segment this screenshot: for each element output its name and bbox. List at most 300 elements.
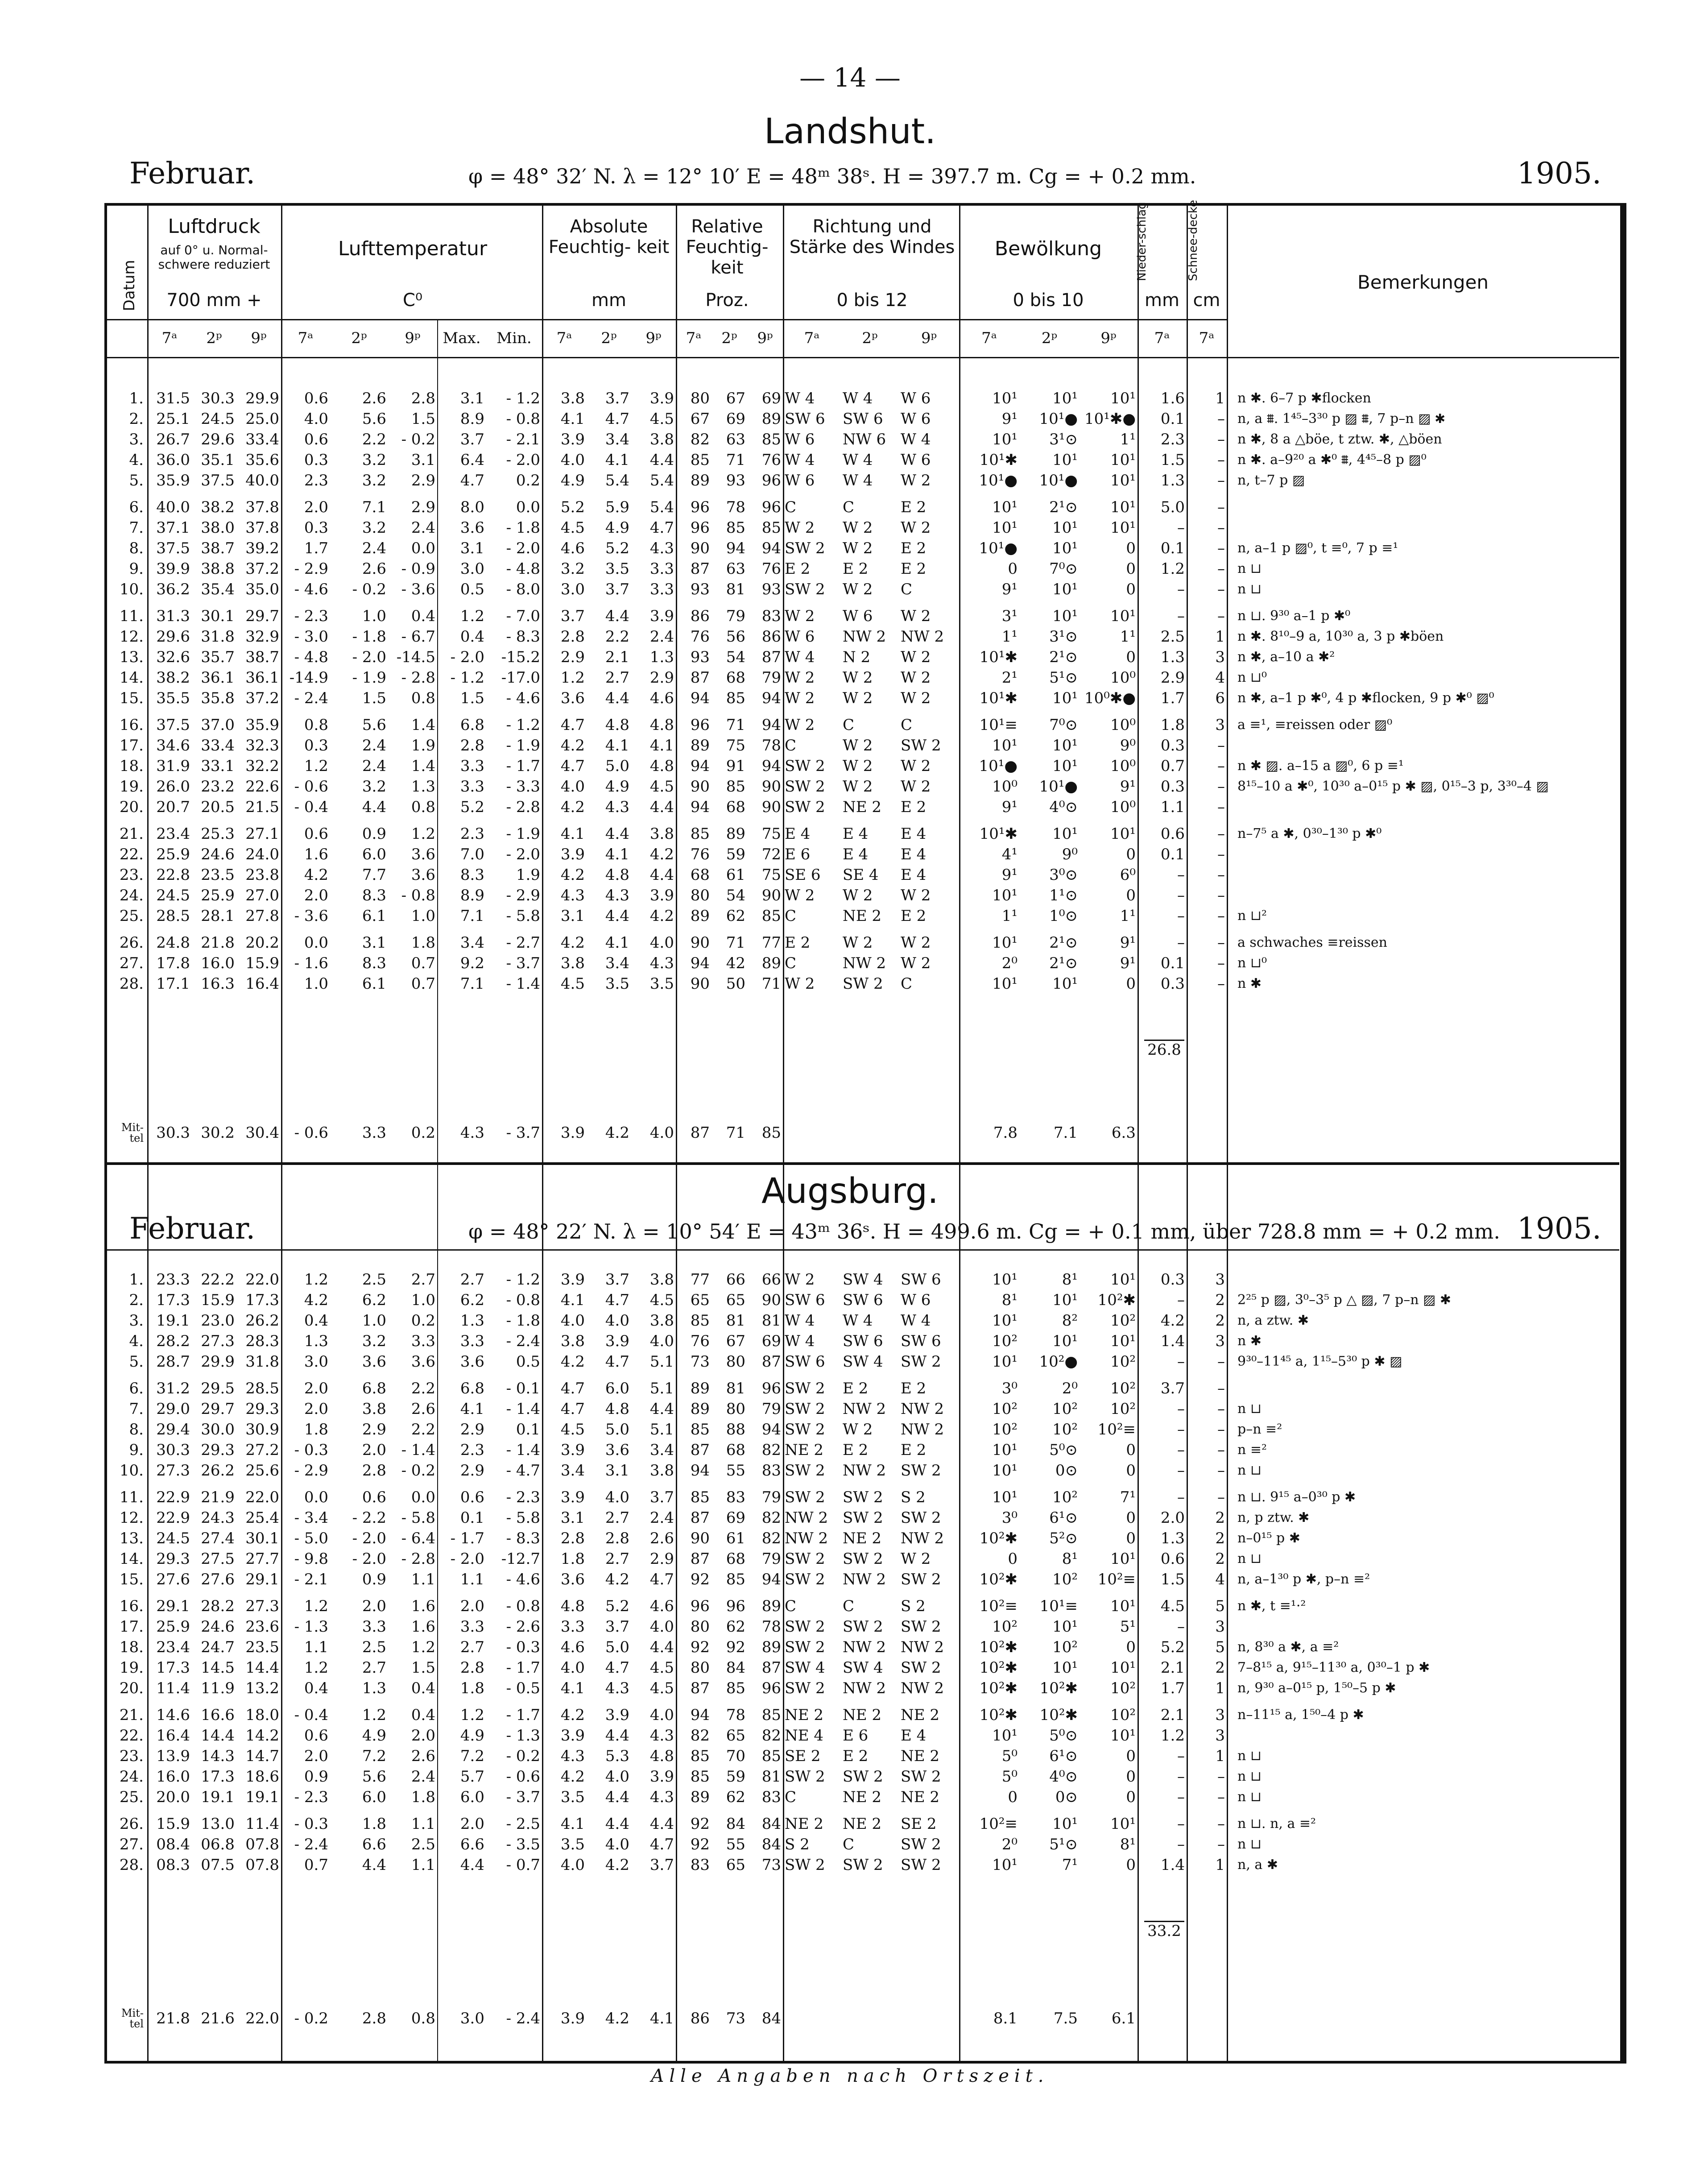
table-cell: NW 2 xyxy=(843,1400,886,1418)
table-cell: 4.8 xyxy=(649,716,674,734)
table-cell: 10¹≡ xyxy=(1039,1597,1078,1615)
table-cell: 80 xyxy=(690,887,710,904)
table-cell: 84 xyxy=(761,1836,781,1853)
mittel-cell xyxy=(1227,2008,1619,2029)
table-cell: 37.2 xyxy=(245,560,279,578)
table-cell: W 2 xyxy=(785,607,815,625)
table-cell: 4.1 xyxy=(605,934,629,952)
table-cell: C xyxy=(843,1836,855,1853)
table-cell: 26. xyxy=(119,1815,144,1833)
table-cell: 88 xyxy=(726,1421,745,1438)
table-cell: C xyxy=(785,498,797,516)
table-cell: 4.2 xyxy=(560,798,585,816)
table-cell: 0.6 xyxy=(1160,1550,1185,1568)
mittel-cell: 85 xyxy=(761,1124,781,1142)
table-cell: 1¹ xyxy=(1001,628,1018,646)
table-cell: - 0.8 xyxy=(506,1597,540,1615)
table-cell: 10¹● xyxy=(979,757,1018,775)
table-cell: 4.0 xyxy=(304,410,328,428)
table-cell: E 2 xyxy=(843,1441,869,1459)
table-cell: 15. xyxy=(119,689,144,707)
table-cell: 4.3 xyxy=(649,954,674,972)
table-cell: 10¹ xyxy=(992,1488,1018,1506)
table-cell: 2.0 xyxy=(304,887,328,904)
table-cell: 1.2 xyxy=(362,1706,386,1724)
table-cell: 6.4 xyxy=(460,451,484,469)
table-cell: 2.6 xyxy=(362,390,386,407)
table-cell: 94 xyxy=(761,716,781,734)
table-cell: 0⊙ xyxy=(1055,1462,1078,1479)
table-cell: 1 xyxy=(1215,628,1225,646)
table-cell: W 2 xyxy=(901,934,931,952)
table-cell: 4.2 xyxy=(605,1571,629,1588)
table-cell: 2.2 xyxy=(605,628,629,646)
table-cell: 81 xyxy=(726,580,745,598)
table-cell: 6¹⊙ xyxy=(1049,1509,1078,1527)
row-spacer xyxy=(107,709,1619,715)
table-cell: 4.1 xyxy=(649,737,674,754)
augsburg-sum: 33.2 xyxy=(1144,1921,1184,1940)
mittel-cell: 6.1 xyxy=(1111,2010,1136,2027)
table-cell xyxy=(1227,735,1619,756)
table-cell: 4.7 xyxy=(649,519,674,537)
table-cell: 29.7 xyxy=(201,1400,235,1418)
table-cell: n ✱ ▨. a–15 a ▨⁰, 6 p ≡¹ xyxy=(1237,758,1404,774)
row-spacer xyxy=(107,491,1619,497)
table-cell: - 2.0 xyxy=(506,451,540,469)
header-wind: Richtung und Stärke des Windes xyxy=(789,216,955,257)
table-cell: n ⊔. 9¹⁵ a–0³⁰ p ✱ xyxy=(1237,1489,1356,1505)
table-cell: 7⁰⊙ xyxy=(1049,560,1078,578)
table-cell: 79 xyxy=(761,669,781,687)
table-cell: 1.0 xyxy=(411,1291,435,1309)
rule-augsburg-top xyxy=(107,1249,1619,1251)
table-cell: W 6 xyxy=(901,451,931,469)
table-cell: 4.4 xyxy=(649,1400,674,1418)
table-cell: SW 2 xyxy=(785,778,825,796)
table-cell: – xyxy=(1177,607,1185,625)
table-cell: 1 xyxy=(1215,1747,1225,1765)
table-row xyxy=(107,756,1619,776)
table-cell: 96 xyxy=(726,1597,745,1615)
table-cell: NW 2 xyxy=(901,1400,944,1418)
table-cell: 38.2 xyxy=(201,498,235,516)
table-cell: - 0.2 xyxy=(506,1747,540,1765)
table-cell: W 4 xyxy=(785,451,815,469)
table-cell: 3.1 xyxy=(411,451,435,469)
table-cell: 3⁰⊙ xyxy=(1049,866,1078,884)
table-cell: 81 xyxy=(726,1312,745,1330)
table-cell: SW 2 xyxy=(785,1400,825,1418)
table-cell: 2¹⊙ xyxy=(1049,648,1078,666)
table-cell: SW 2 xyxy=(785,1856,825,1874)
table-cell: -14.5 xyxy=(396,648,435,666)
table-cell: 27.3 xyxy=(156,1462,190,1479)
table-cell: 76 xyxy=(690,845,710,863)
table-cell: – xyxy=(1177,519,1185,537)
table-row xyxy=(107,688,1619,709)
table-cell: – xyxy=(1217,737,1225,754)
table-cell: - 5.8 xyxy=(506,1509,540,1527)
month-label: Februar. xyxy=(129,156,256,191)
table-cell: 14.2 xyxy=(245,1727,279,1745)
table-cell: 0.7 xyxy=(411,954,435,972)
table-cell: 3.8 xyxy=(362,1400,386,1418)
table-cell: 71 xyxy=(726,451,745,469)
table-cell: 17. xyxy=(119,737,144,754)
table-cell: 16.6 xyxy=(201,1706,235,1724)
table-row xyxy=(107,1269,1619,1290)
table-cell: 22.2 xyxy=(201,1271,235,1289)
table-cell: 32.3 xyxy=(245,737,279,754)
table-cell: 2.5 xyxy=(1160,628,1185,646)
table-cell: 27.1 xyxy=(245,825,279,843)
table-cell: 69 xyxy=(761,390,781,407)
table-row xyxy=(107,1855,1619,1875)
table-cell: W 2 xyxy=(843,757,873,775)
table-cell: 29.3 xyxy=(245,1400,279,1418)
table-cell: – xyxy=(1217,1421,1225,1438)
table-cell: 6.1 xyxy=(362,907,386,925)
table-cell: 0.1 xyxy=(1160,410,1185,428)
table-cell: NW 2 xyxy=(901,628,944,646)
table-cell: – xyxy=(1177,1353,1185,1371)
table-cell: 27.2 xyxy=(245,1441,279,1459)
table-cell: 2.0 xyxy=(304,1380,328,1397)
table-cell: 13.9 xyxy=(156,1747,190,1765)
table-row xyxy=(107,715,1619,735)
table-cell: 84 xyxy=(726,1659,745,1677)
table-cell: 4.1 xyxy=(460,1400,484,1418)
table-cell: 30.3 xyxy=(156,1441,190,1459)
table-row xyxy=(107,1834,1619,1855)
table-cell: 10¹ xyxy=(992,737,1018,754)
table-cell: 2 xyxy=(1215,1291,1225,1309)
table-cell: -14.9 xyxy=(289,669,328,687)
table-cell: 4.0 xyxy=(605,1836,629,1853)
table-cell: 3.9 xyxy=(560,1488,585,1506)
table-cell: n, a–1³⁰ p ✱, p–n ≡² xyxy=(1237,1571,1370,1587)
table-cell: 10¹✱ xyxy=(979,648,1018,666)
table-cell: 3.7 xyxy=(1160,1380,1185,1397)
table-cell: 2. xyxy=(129,1291,144,1309)
table-cell: 29.3 xyxy=(201,1441,235,1459)
table-cell: – xyxy=(1217,1488,1225,1506)
table-cell: 85 xyxy=(761,1706,781,1724)
table-cell: -17.0 xyxy=(501,669,540,687)
table-cell: SW 2 xyxy=(901,1836,941,1853)
table-cell: 35.7 xyxy=(201,648,235,666)
table-cell: 75 xyxy=(761,825,781,843)
table-cell: 4.2 xyxy=(304,866,328,884)
table-cell: 22.8 xyxy=(156,866,190,884)
table-cell: 6.0 xyxy=(362,845,386,863)
table-cell: 1.9 xyxy=(516,866,540,884)
table-cell: 25.0 xyxy=(245,410,279,428)
table-row xyxy=(107,647,1619,667)
table-cell: 89 xyxy=(726,825,745,843)
table-cell: W 2 xyxy=(901,472,931,489)
table-cell: E 2 xyxy=(901,907,927,925)
table-cell: E 2 xyxy=(901,560,927,578)
table-cell: – xyxy=(1217,907,1225,925)
table-cell: - 1.6 xyxy=(294,954,328,972)
table-cell: 10¹ xyxy=(992,1856,1018,1874)
table-cell: 1.2 xyxy=(411,1638,435,1656)
table-cell: 1¹ xyxy=(1120,907,1136,925)
table-cell: 2.7 xyxy=(605,1550,629,1568)
table-cell: 13. xyxy=(119,1529,144,1547)
table-cell: 3.7 xyxy=(605,1271,629,1289)
table-cell: E 2 xyxy=(901,498,927,516)
table-cell: 27.8 xyxy=(245,907,279,925)
table-cell: 31.8 xyxy=(201,628,235,646)
table-cell: 3 xyxy=(1215,1706,1225,1724)
table-cell: 0 xyxy=(1126,539,1136,557)
mittel-cell xyxy=(783,2008,841,2029)
table-cell: 2.0 xyxy=(304,1400,328,1418)
header-rel-unit: Proz. xyxy=(705,290,749,311)
table-cell: E 2 xyxy=(901,1380,927,1397)
table-cell: - 3.5 xyxy=(506,1836,540,1853)
table-cell: 1.2 xyxy=(304,1271,328,1289)
table-cell: 3.5 xyxy=(560,1788,585,1806)
table-cell: 40.0 xyxy=(245,472,279,489)
table-cell: 1.8 xyxy=(362,1815,386,1833)
table-cell: n ⊔⁰ xyxy=(1237,955,1267,971)
table-cell: E 4 xyxy=(843,845,869,863)
table-cell: n ⊔ xyxy=(1237,1789,1262,1805)
sub-7a: 7ᵃ xyxy=(686,329,702,347)
table-cell: 37.0 xyxy=(201,716,235,734)
table-cell: – xyxy=(1217,539,1225,557)
table-row xyxy=(107,1460,1619,1481)
year-label: 1905. xyxy=(1517,1211,1601,1246)
table-cell: 10² xyxy=(1110,1312,1136,1330)
table-cell: 3. xyxy=(129,431,144,448)
table-cell: n–11¹⁵ a, 1⁵⁰–4 p ✱ xyxy=(1237,1707,1364,1723)
table-cell: SE 4 xyxy=(843,866,879,884)
table-cell: 90 xyxy=(690,1529,710,1547)
table-cell: C xyxy=(785,1788,797,1806)
mittel-cell: 87 xyxy=(690,1124,710,1142)
table-cell: SW 6 xyxy=(785,1291,825,1309)
table-cell: NW 2 xyxy=(901,1529,944,1547)
mittel-cell: 6.3 xyxy=(1111,1124,1136,1142)
table-row xyxy=(107,1440,1619,1460)
table-cell: W 2 xyxy=(843,669,873,687)
month-label: Februar. xyxy=(129,1211,256,1246)
table-cell: 0.6 xyxy=(304,431,328,448)
table-cell: 10¹ xyxy=(992,519,1018,537)
table-cell: 26.2 xyxy=(201,1462,235,1479)
table-cell: 3.5 xyxy=(605,560,629,578)
table-cell: E 2 xyxy=(843,1380,869,1397)
table-cell: 62 xyxy=(726,907,745,925)
table-cell: 35.9 xyxy=(245,716,279,734)
table-cell: 65 xyxy=(726,1727,745,1745)
table-cell: 26.7 xyxy=(156,431,190,448)
table-cell: 2.3 xyxy=(460,825,484,843)
table-cell: - 2.9 xyxy=(294,560,328,578)
header-niederschlag: Nieder-schlag xyxy=(1135,202,1149,281)
table-cell: - 0.9 xyxy=(401,560,435,578)
table-cell: – xyxy=(1217,1380,1225,1397)
table-cell: 0 xyxy=(1126,1462,1136,1479)
table-cell: 3.9 xyxy=(649,607,674,625)
table-cell: 81 xyxy=(726,1380,745,1397)
table-cell: 2.8 xyxy=(605,1529,629,1547)
table-cell: 1.3 xyxy=(649,648,674,666)
mittel-cell: 3.3 xyxy=(362,1124,386,1142)
table-cell: 22.9 xyxy=(156,1488,190,1506)
table-cell: 29.6 xyxy=(156,628,190,646)
table-cell: 72 xyxy=(761,845,781,863)
landshut-mittel-row xyxy=(107,1122,1619,1144)
table-row xyxy=(107,626,1619,647)
table-cell: 93 xyxy=(690,648,710,666)
table-cell: n ⊔. n, a ≡² xyxy=(1237,1816,1316,1832)
table-cell: NW 2 xyxy=(843,628,886,646)
table-cell: 9¹ xyxy=(1001,866,1018,884)
table-cell: 33.4 xyxy=(201,737,235,754)
table-cell: 18.6 xyxy=(245,1768,279,1786)
mittel-cell: 30.3 xyxy=(156,1124,190,1142)
table-cell: 10²≡ xyxy=(1097,1421,1136,1438)
table-cell: NE 2 xyxy=(785,1441,824,1459)
table-cell: E 4 xyxy=(901,866,927,884)
table-cell: - 0.3 xyxy=(506,1638,540,1656)
table-cell: 2.8 xyxy=(560,628,585,646)
sub-9p: 9ᵖ xyxy=(645,329,662,347)
table-cell: 1.4 xyxy=(411,757,435,775)
table-cell: n ✱, a–10 a ✱² xyxy=(1237,649,1335,665)
sub-2p: 2ᵖ xyxy=(862,329,878,347)
table-cell: - 0.4 xyxy=(294,798,328,816)
sub-7a: 7ᵃ xyxy=(804,329,820,347)
table-cell: 6.2 xyxy=(460,1291,484,1309)
table-cell: 3⁰ xyxy=(1001,1509,1018,1527)
table-cell: W 4 xyxy=(901,1312,931,1330)
table-cell: - 3.6 xyxy=(401,580,435,598)
table-cell: C xyxy=(785,1597,797,1615)
table-cell: SW 2 xyxy=(785,1638,825,1656)
table-cell: 89 xyxy=(690,907,710,925)
table-cell: 4.4 xyxy=(649,1815,674,1833)
table-cell: SW 2 xyxy=(901,1509,941,1527)
table-cell: 6.8 xyxy=(460,1380,484,1397)
table-cell: 3.6 xyxy=(460,1353,484,1371)
mittel-cell xyxy=(1227,1122,1619,1144)
table-cell: -15.2 xyxy=(501,648,540,666)
mittel-cell: 4.2 xyxy=(605,1124,629,1142)
mittel-cell: 30.4 xyxy=(245,1124,279,1142)
table-cell: 5.6 xyxy=(362,716,386,734)
table-cell: – xyxy=(1177,1768,1185,1786)
table-cell: 2.0 xyxy=(362,1441,386,1459)
table-cell: 10¹ xyxy=(1052,975,1078,993)
table-cell: 26. xyxy=(119,934,144,952)
table-cell: - 2.4 xyxy=(294,689,328,707)
table-cell: C xyxy=(785,907,797,925)
table-cell: 15.9 xyxy=(201,1291,235,1309)
table-cell: 18. xyxy=(119,757,144,775)
table-cell: 3.4 xyxy=(605,431,629,448)
table-cell: 24. xyxy=(119,1768,144,1786)
header-schnee: Schnee-decke xyxy=(1187,199,1200,281)
table-cell: 7.7 xyxy=(362,866,386,884)
table-cell: 35.8 xyxy=(201,689,235,707)
table-cell: – xyxy=(1217,1441,1225,1459)
table-cell: SW 2 xyxy=(785,757,825,775)
table-cell: W 2 xyxy=(843,519,873,537)
rule-section-split xyxy=(107,1162,1619,1165)
table-cell: 1.4 xyxy=(1160,1856,1185,1874)
table-cell: 2.4 xyxy=(362,737,386,754)
table-cell: 37.5 xyxy=(156,716,190,734)
table-cell: – xyxy=(1217,498,1225,516)
table-cell: 10¹ xyxy=(992,1271,1018,1289)
table-cell: 0.2 xyxy=(411,1312,435,1330)
table-cell: n ✱, t ≡¹·² xyxy=(1237,1598,1306,1614)
header-bemerkungen: Bemerkungen xyxy=(1357,271,1489,293)
table-cell: - 2.0 xyxy=(506,539,540,557)
table-cell: 16.0 xyxy=(201,954,235,972)
table-cell: 54 xyxy=(726,648,745,666)
augsburg-data-table xyxy=(107,1269,1619,1875)
table-cell: 08.3 xyxy=(156,1856,190,1874)
mittel-cell: - 0.2 xyxy=(294,2010,328,2027)
table-cell: 10¹≡ xyxy=(979,716,1018,734)
table-cell: 2.6 xyxy=(411,1400,435,1418)
table-cell: 71 xyxy=(761,975,781,993)
table-row xyxy=(107,450,1619,470)
table-cell: 38.0 xyxy=(201,519,235,537)
table-cell: 2.0 xyxy=(460,1597,484,1615)
table-cell: C xyxy=(843,1597,855,1615)
table-cell: 59 xyxy=(726,845,745,863)
table-cell: 25.6 xyxy=(245,1462,279,1479)
table-cell: 93 xyxy=(761,580,781,598)
table-cell: 0 xyxy=(1126,1441,1136,1459)
table-cell: W 2 xyxy=(785,716,815,734)
table-cell: 5.0 xyxy=(605,1638,629,1656)
table-cell: 1.4 xyxy=(1160,1332,1185,1350)
table-cell: SW 2 xyxy=(901,1618,941,1636)
table-cell: 10. xyxy=(119,580,144,598)
table-cell: 87 xyxy=(690,669,710,687)
table-cell: 35.0 xyxy=(245,580,279,598)
table-cell: 3¹⊙ xyxy=(1049,431,1078,448)
mittel-cell: 7.5 xyxy=(1053,2010,1078,2027)
table-cell: 10¹ xyxy=(1052,451,1078,469)
mittel-cell: 2.8 xyxy=(362,2010,386,2027)
table-cell: 94 xyxy=(690,1462,710,1479)
table-row xyxy=(107,388,1619,409)
table-cell: SW 2 xyxy=(901,737,941,754)
table-cell: n ⊔ xyxy=(1237,1463,1262,1478)
table-cell: 4.2 xyxy=(649,845,674,863)
table-cell: 8¹ xyxy=(1062,1271,1078,1289)
table-cell: 17.3 xyxy=(245,1291,279,1309)
table-cell: 18. xyxy=(119,1638,144,1656)
table-cell: 4.2 xyxy=(560,1706,585,1724)
table-cell: SW 2 xyxy=(843,1550,883,1568)
table-cell: SE 2 xyxy=(901,1815,937,1833)
table-cell: 38.8 xyxy=(201,560,235,578)
table-cell: NW 2 xyxy=(843,1462,886,1479)
table-cell: 27.5 xyxy=(201,1550,235,1568)
